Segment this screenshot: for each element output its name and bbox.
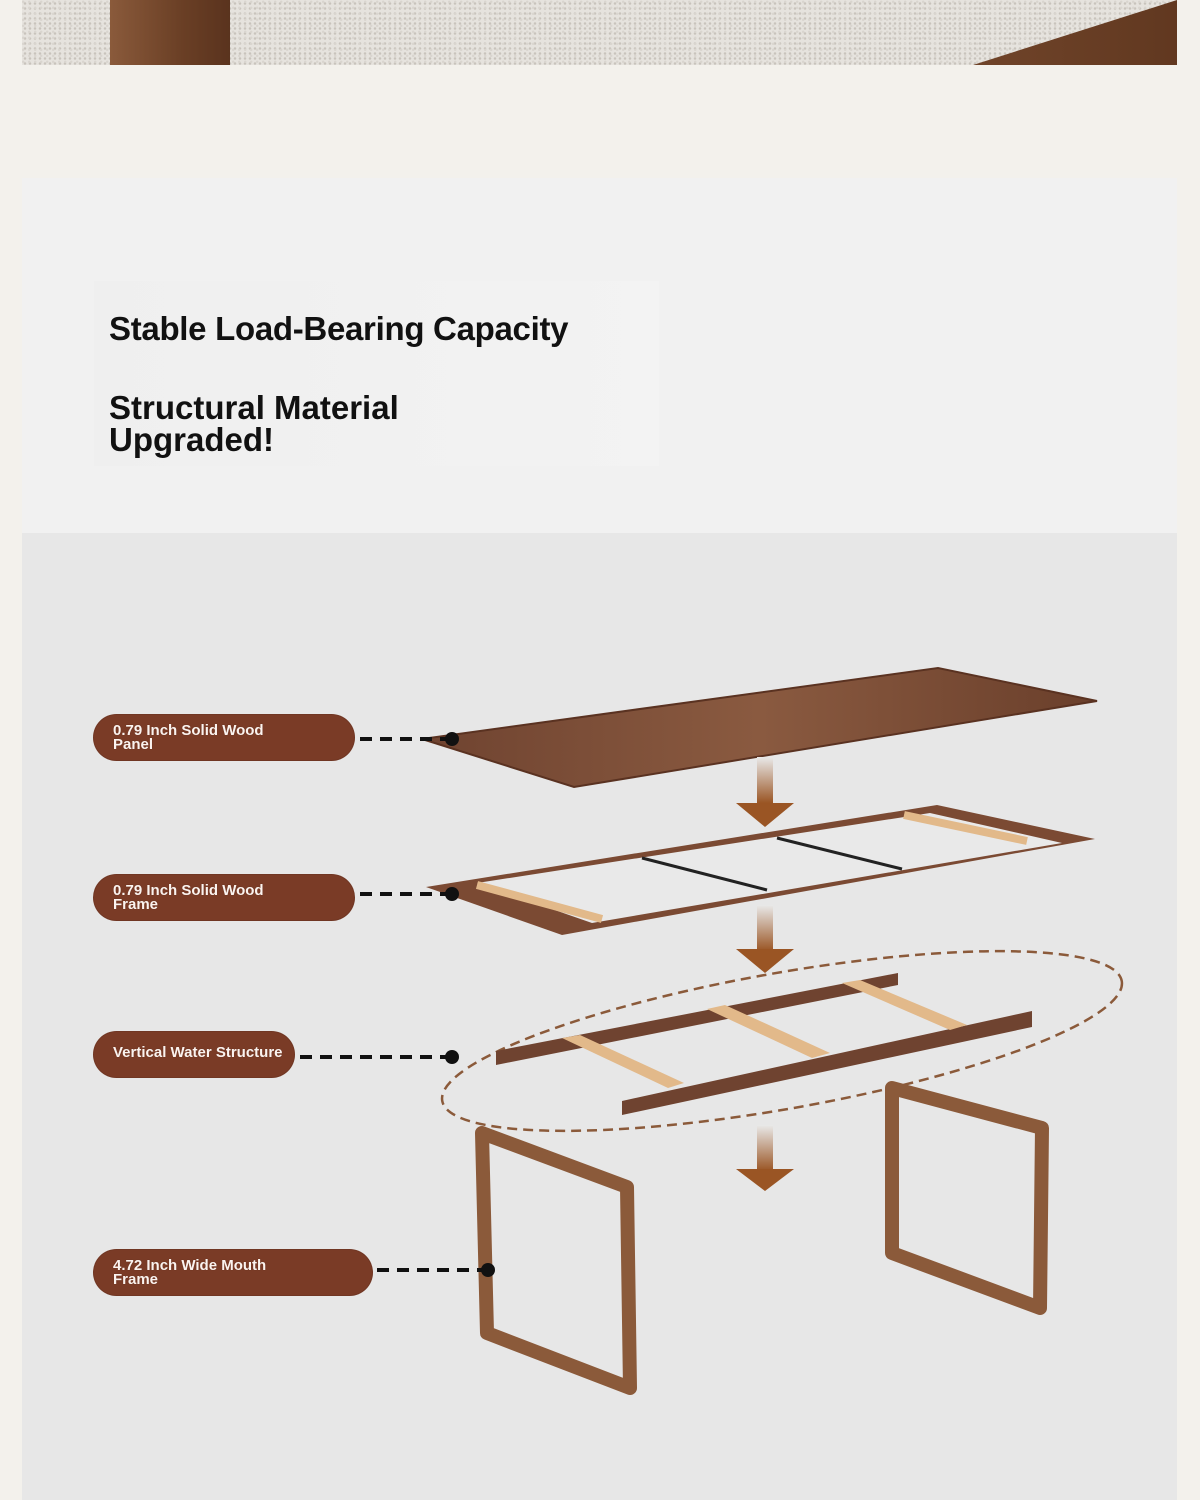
arrow-down-icon <box>736 1125 794 1191</box>
label-pill-panel <box>93 714 355 761</box>
leader-dot <box>445 732 459 746</box>
table-leg-right <box>837 0 1177 65</box>
subhead: Structural Material Upgraded! <box>109 389 399 459</box>
product-photo-top <box>22 0 1177 65</box>
intro-panel <box>22 178 1177 533</box>
arrow-down-icon <box>736 905 794 973</box>
label-pill-vertical <box>93 1031 295 1078</box>
exploded-structure-diagram <box>22 533 1177 1500</box>
arrow-down-icon <box>736 757 794 827</box>
leader-dot <box>445 887 459 901</box>
headline: Stable Load-Bearing Capacity <box>109 310 569 347</box>
label-pill-wide-mouth <box>93 1249 373 1296</box>
label-text: 0.79 Inch Solid Wood Panel <box>113 722 264 753</box>
label-text: Vertical Water Structure <box>113 1044 283 1061</box>
leader-dot <box>481 1263 495 1277</box>
label-text: 0.79 Inch Solid Wood Frame <box>113 882 264 913</box>
label-pill-frame <box>93 874 355 921</box>
label-text: 4.72 Inch Wide Mouth Frame <box>113 1257 267 1288</box>
exploded-view-graphic <box>22 533 1177 1500</box>
table-leg-left <box>110 0 230 65</box>
leader-dot <box>445 1050 459 1064</box>
